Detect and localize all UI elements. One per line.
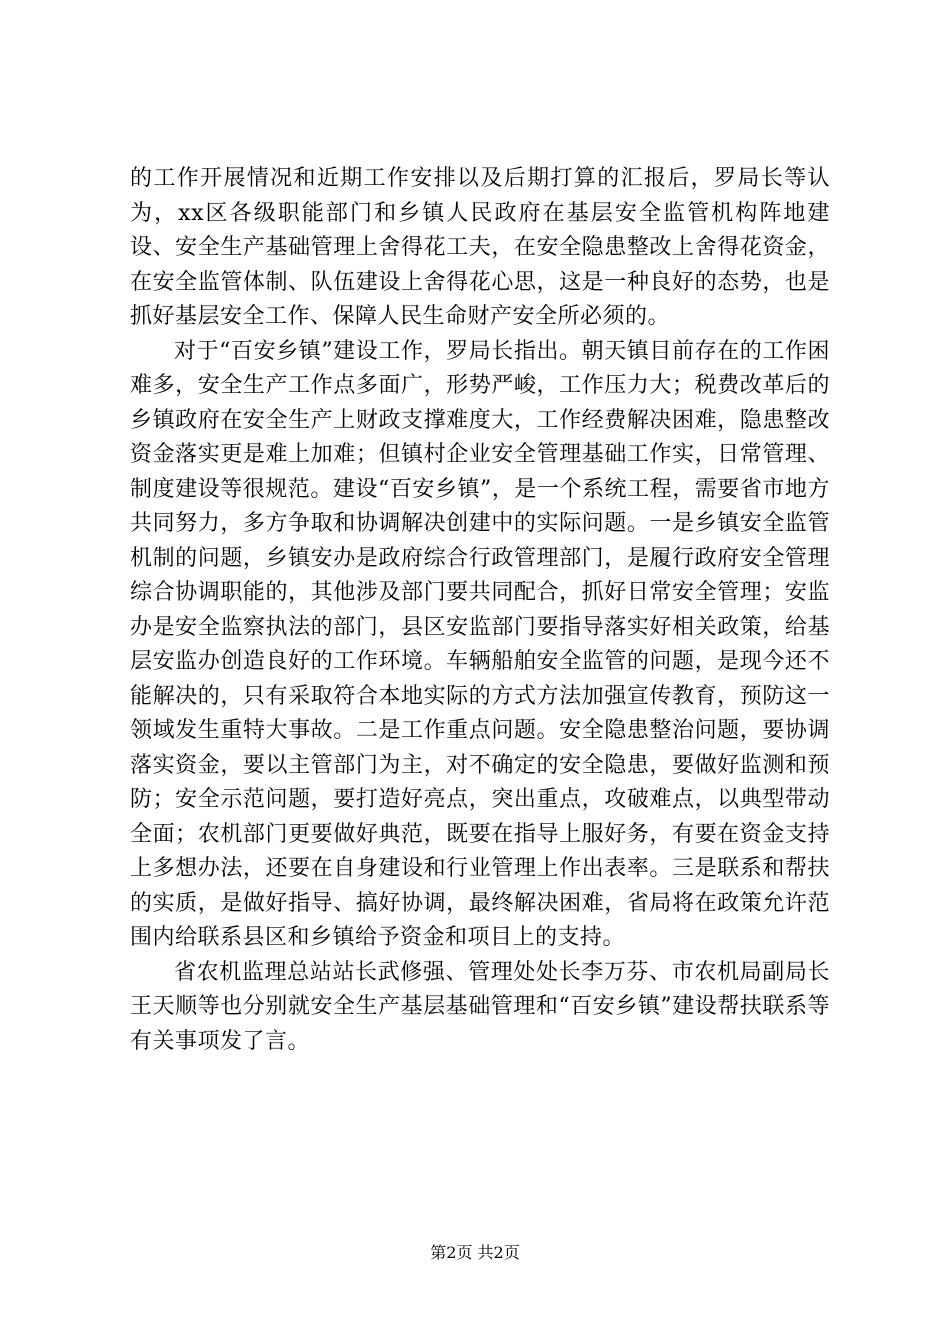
paragraph-2: 对于“百安乡镇”建设工作，罗局长指出。朝天镇目前存在的工作困难多，安全生产工作点多面广，形势严峻，工作压力大；税费改革后的乡镇政府在安全生产上财政支撑难度大，工作经费解决困难，隐患整改资金落实更是难上加难；但镇村企业安全管理基础工作实，日常管理、制度建设等很规范。建设“百安乡镇”，是一个系统工程，需要省市地方共同努力，多方争取和协调解决创建中的实际问题。一是乡镇安全监管机制的问题，乡镇安办是政府综合行政管理部门，是履行政府安全管理综合协调职能的，其他涉及部门要共同配合，抓好日常安全管理；安监办是安全监察执法的部门，县区安监部门要指导落实好相关政策，给基层安监办创造良好的工作环境。车辆船舶安全监管的问题，是现今还不能解决的，只有采取符合本地实际的方式方法加强宣传教育，预防这一领域发生重特大事故。二是工作重点问题。安全隐患整治问题，要协调落实资金，要以主管部门为主，对不确定的安全隐患，要做好监测和预防；安全示范问题，要打造好亮点，突出重点，攻破难点，以典型带动全面；农机部门更要做好典范，既要在指导上服好务，有要在资金支持上多想办法，还要在自身建设和行业管理上作出表率。三是联系和帮扶的实质，是做好指导、搞好协调，最终解决困难，省局将在政策允许范围内给联系县区和乡镇给予资金和项目上的支持。 bbox=[130, 338, 830, 950]
page-footer: 第2页 共2页 bbox=[430, 1243, 520, 1262]
paragraph-3: 省农机监理总站站长武修强、管理处处长李万芬、市农机局副局长王天顺等也分别就安全生产基层基础管理和“百安乡镇”建设帮扶联系等有关事项发了言。 bbox=[130, 959, 830, 1054]
paragraph-1: 的工作开展情况和近期工作安排以及后期打算的汇报后，罗局长等认为，xx区各级职能部门和乡镇人民政府在基层安全监管机构阵地建设、安全生产基础管理上舍得花工夫，在安全隐患整改上舍得花资金，在安全监管体制、队伍建设上舍得花心思，这是一种良好的态势，也是抓好基层安全工作、保障人民生命财产安全所必须的。 bbox=[130, 166, 830, 329]
document-body bbox=[130, 162, 830, 1059]
